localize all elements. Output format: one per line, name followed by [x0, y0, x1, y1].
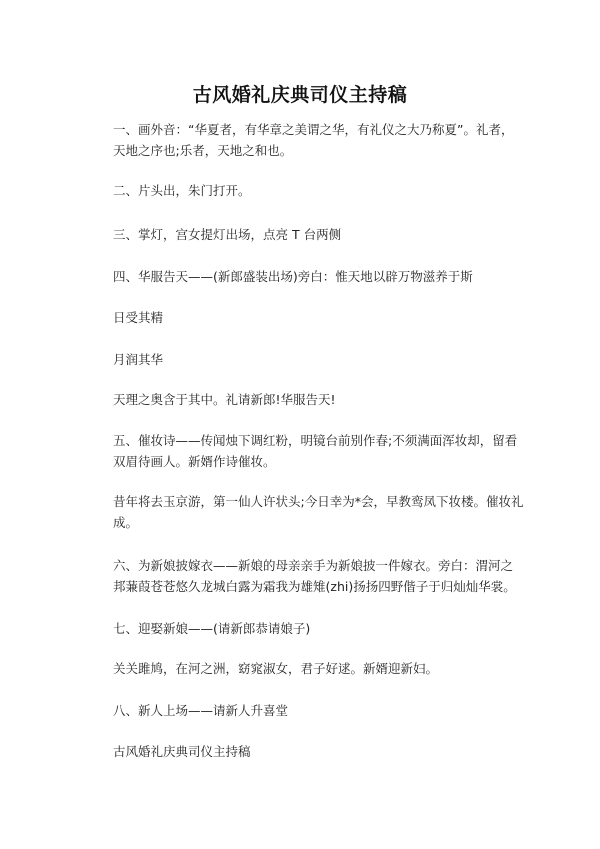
paragraph-2: [88, 180, 524, 201]
paragraph-line: 古风婚礼庆典司仪主持稿: [113, 744, 251, 759]
paragraph-line: 昔年将去玉京游，第一仙人许状头;今日幸为*会，早教鸾凤下妆楼。催妆礼: [113, 494, 524, 509]
paragraph-line: 八、新人上场——请新人升喜堂: [113, 703, 289, 718]
paragraph-line: 四、华服告天——(新郎盛装出场)旁白：惟天地以辟万物滋养于斯: [113, 269, 473, 284]
paragraph-9: [88, 491, 524, 533]
paragraph-line: 五、催妆诗——传闻烛下调红粉，明镜台前别作春;不须满面浑妆却，留看: [113, 433, 518, 448]
paragraph-line: 双眉待画人。新婿作诗催妆。: [113, 454, 276, 469]
paragraph-12: [88, 658, 524, 679]
document-title: 古风婚礼庆典司仪主持稿: [192, 84, 408, 106]
paragraph-3: [88, 224, 524, 245]
paragraph-line: 天地之序也;乐者，天地之和也。: [113, 143, 293, 158]
paragraph-line: 七、迎娶新娘——(请新郎恭请娘子): [113, 621, 311, 636]
paragraph-14: [88, 741, 524, 762]
paragraph-1: [88, 119, 524, 161]
paragraph-5: [88, 307, 524, 328]
paragraph-line: 三、掌灯，宫女提灯出场，点亮 T 台两侧: [113, 227, 342, 242]
paragraph-line: 日受其精: [113, 310, 164, 325]
paragraph-13: [88, 700, 524, 721]
paragraph-line: 二、片头出，朱门打开。: [113, 183, 251, 198]
paragraph-line: 天理之奥含于其中。礼请新郎!华服告天!: [113, 392, 336, 407]
paragraph-11: [88, 618, 524, 639]
paragraph-line: 六、为新娘披嫁衣——新娘的母亲亲手为新娘披一件嫁衣。旁白：渭河之: [113, 558, 514, 573]
paragraph-line: 邦蒹葭苍苍悠久龙城白露为霜我为雄雉(zhi)扬扬四野偕子于归灿灿华裳。: [113, 579, 516, 594]
paragraph-line: 关关雎鸠，在河之洲，窈窕淑女，君子好逑。新婿迎新妇。: [113, 661, 439, 676]
paragraph-line: 成。: [113, 515, 139, 530]
paragraph-line: 一、画外音：“华夏者，有华章之美谓之华，有礼仪之大乃称夏”。礼者，: [113, 122, 514, 137]
paragraph-7: [88, 389, 524, 410]
paragraph-8: [88, 430, 524, 472]
paragraph-line: 月润其华: [113, 352, 164, 367]
paragraph-10: [88, 555, 524, 597]
paragraph-4: [88, 266, 524, 287]
paragraph-6: [88, 349, 524, 370]
